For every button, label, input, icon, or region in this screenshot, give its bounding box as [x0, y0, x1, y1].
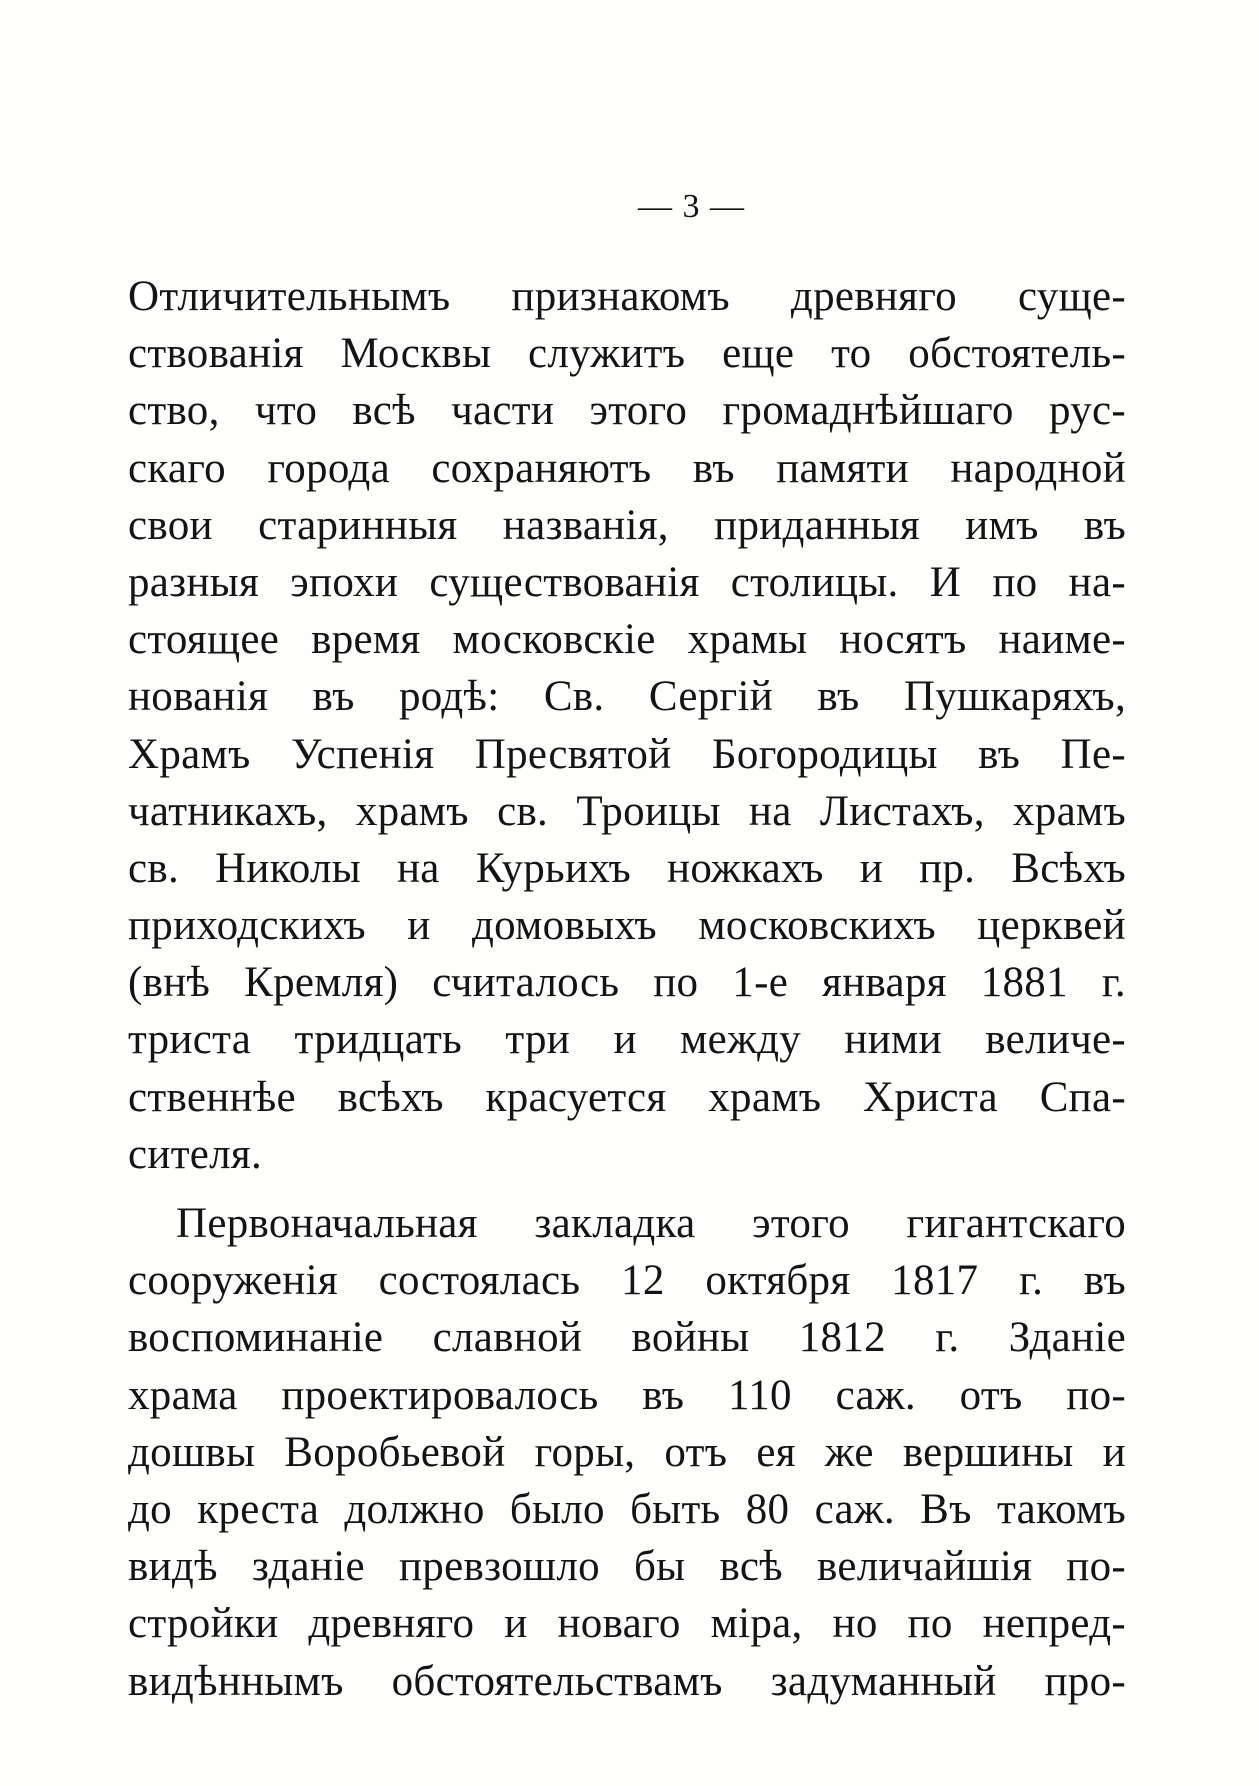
text-line: (внѣ Кремля) считалось по 1-е января 1881 г. — [128, 959, 1126, 1007]
text-line: триста тридцать три и между ними величе- — [128, 1016, 1126, 1064]
text-line: сителя. — [128, 1130, 263, 1178]
text-line: нованія въ родѣ: Св. Сергій въ Пушкаряхъ, — [128, 673, 1126, 721]
body-text — [128, 268, 1126, 1710]
text-line: чатникахъ, храмъ св. Троицы на Листахъ, храмъ — [128, 787, 1126, 835]
text-line: приходскихъ и домовыхъ московскихъ церквей — [128, 902, 1126, 950]
text-line: ство, что всѣ части этого громаднѣйшаго рус- — [128, 387, 1126, 435]
text-line: стройки древняго и новаго міра, но по непред- — [128, 1600, 1126, 1648]
page-number: — 3 — — [638, 188, 745, 225]
text-line: сооруженія состоялась 12 октября 1817 г. въ — [128, 1257, 1126, 1305]
text-line: видѣннымъ обстоятельствамъ задуманный про- — [128, 1657, 1126, 1705]
text-line: до креста должно было быть 80 саж. Въ такомъ — [128, 1485, 1126, 1533]
text-line: видѣ зданіе превзошло бы всѣ величайшія по- — [128, 1543, 1126, 1591]
text-line: воспоминаніе славной войны 1812 г. Зданіе — [128, 1314, 1126, 1362]
text-line: Отличительнымъ признакомъ древняго суще- — [128, 273, 1126, 320]
text-line: разныя эпохи существованія столицы. И по на- — [128, 558, 1126, 606]
text-line: свои старинныя названія, приданныя имъ въ — [128, 501, 1126, 549]
text-line: Первоначальная закладка этого гигантскаго — [176, 1200, 1126, 1247]
text-line: скаго города сохраняютъ въ памяти народной — [128, 444, 1126, 492]
paragraph-gap — [128, 1183, 1126, 1195]
text-line: ственнѣе всѣхъ красуется храмъ Христа Спа- — [128, 1073, 1126, 1121]
text-line: дошвы Воробьевой горы, отъ ея же вершины и — [128, 1428, 1126, 1476]
text-line: стоящее время московскіе храмы носятъ наиме- — [128, 616, 1126, 664]
text-line: храма проектировалось въ 110 саж. отъ по- — [128, 1371, 1126, 1419]
text-line: ствованія Москвы служитъ еще то обстоятель- — [128, 330, 1126, 378]
text-line: Храмъ Успенія Пресвятой Богородицы въ Пе- — [128, 730, 1126, 778]
text-line: св. Николы на Курьихъ ножкахъ и пр. Всѣхъ — [128, 844, 1126, 892]
